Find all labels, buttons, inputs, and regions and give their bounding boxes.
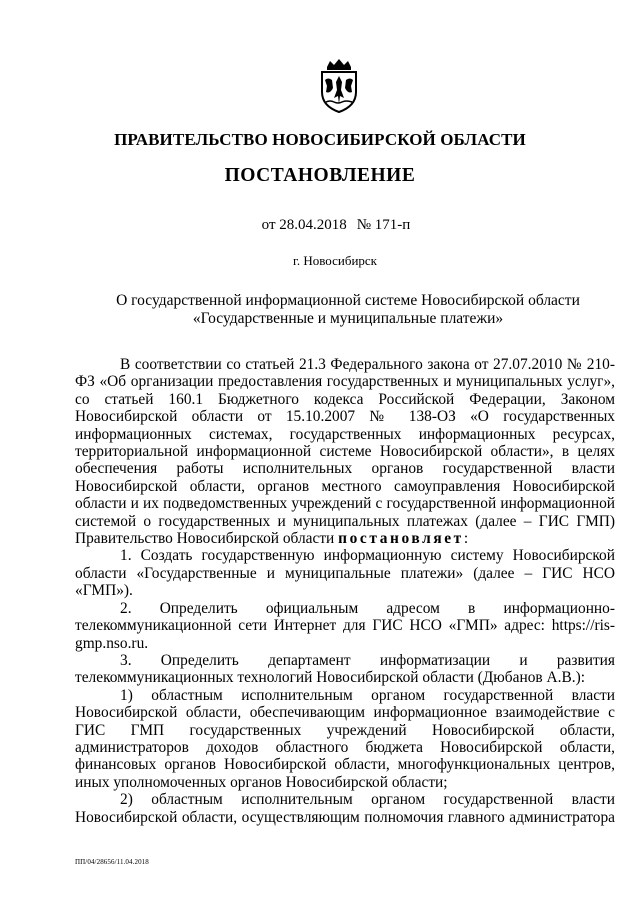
clause-2: 2. Определить официальным адресом в информационно-телекоммуникационной сети Интернет для ГИС НСО «ГМП» адрес: https://ris-gmp.nso.ru.: [75, 599, 615, 652]
city-line: г. Новосибирск: [292, 253, 377, 268]
resolves-prefix: Правительство Новосибирской области: [75, 530, 335, 548]
preamble-text: В соответствии со статьей 21.3 Федерального закона от 27.07.2010 № 210-ФЗ «Об организации предоставления государственных и муниципальных услуг», со статьей 160.1 Бюджетного кодекса Российской Федерации, Законом Новосибирской области от 15.10.2007 № 138-ОЗ «О государственных информационных системах, государственных информационных ресурсах, территориальной информационной системе Новосибирской области», в целях обеспечения работы исполнительных органов государственной власти Новосибирской области, органов местного самоуправления Новосибирской области и их подведомственных учреждений с государственной информационной системой о государственных и муниципальных платежах (далее – ГИС ГМП): [75, 356, 615, 530]
document-type-title: ПОСТАНОВЛЕНИЕ: [224, 165, 416, 186]
subject-line-2: «Государственные и муниципальные платежи»: [192, 310, 504, 327]
subject-line-1: О государственной информационной системе Новосибирской области: [116, 292, 580, 309]
resolves-word: постановляет: [338, 530, 464, 548]
document-body: [75, 356, 615, 826]
clause-3-subitem-1: 1) областным исполнительным органом государственной власти Новосибирской области, обеспечивающим информационное взаимодействие с ГИС ГМП государственных учреждений Новосибирской области, администраторов доходов областного бюджета Новосибирской области, финансовых органов Новосибирской области, многофункциональных центров, иных уполномоченных органов Новосибирской области;: [75, 686, 615, 791]
clause-3: 3. Определить департамент информатизации и развития телекоммуникационных технологий Новосибирской области (Дюбанов А.В.):: [75, 651, 615, 687]
document-date: от 28.04.2018: [261, 217, 347, 233]
clause-1: 1. Создать государственную информационную систему Новосибирской области «Государственные и муниципальные платежи» (далее – ГИС НСО «ГМП»).: [75, 547, 615, 600]
coat-of-arms-icon: [316, 58, 362, 114]
document-subject: [78, 292, 618, 328]
clause-3-subitem-2: 2) областным исполнительным органом государственной власти Новосибирской области, осуществляющим полномочия главного администратора: [75, 791, 615, 826]
issuing-authority: ПРАВИТЕЛЬСТВО НОВОСИБИРСКОЙ ОБЛАСТИ: [114, 130, 526, 149]
resolves-suffix: :: [463, 530, 469, 548]
document-date-line: [0, 217, 640, 234]
footer-document-code: ПП/04/28656/11.04.2018: [75, 858, 149, 866]
document-number: № 171-п: [356, 217, 411, 233]
preamble-paragraph: [75, 356, 615, 547]
